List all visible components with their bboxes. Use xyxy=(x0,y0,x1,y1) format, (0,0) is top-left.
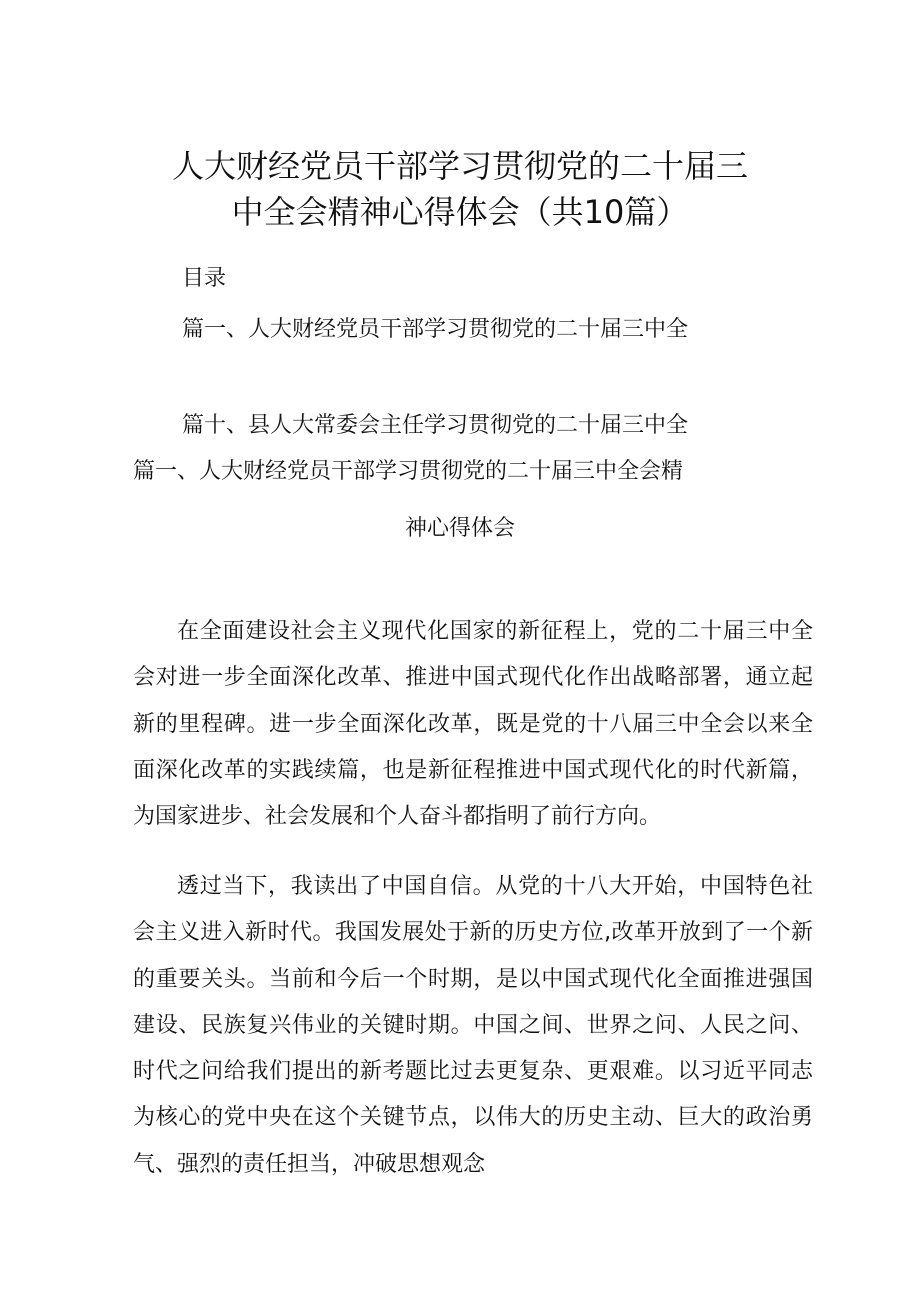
document-title-line-1: 人大财经党员干部学习贯彻党的二十届三 xyxy=(171,147,748,185)
body-paragraph-2: 透过当下，我读出了中国自信。从党的十八大开始，中国特色社会主义进入新时代。我国发展处于新的历史方位,改革开放到了一个新的重要关头。当前和今后一个时期，是以中国式现代化全面推进强国建设、民族复兴伟业的关键时期。中国之间、世界之问、人民之问、时代之问给我们提出的新考题比过去更复杂、更艰难。以习近平同志为核心的党中央在这个关键节点，以伟大的历史主动、巨大的政治勇气、强烈的责任担当，冲破思想观念 xyxy=(133,874,813,1177)
section-title-line-2: 神心得体会 xyxy=(404,516,515,541)
toc-item-1: 篇一、人大财经党员干部学习贯彻党的二十届三中全 xyxy=(182,317,689,342)
body-paragraph-1: 在全面建设社会主义现代化国家的新征程上，党的二十届三中全会对进一步全面深化改革、推进中国式现代化作出战略部署，通立起新的里程碑。进一步全面深化改革，既是党的十八届三中全会以来全面深化改革的实践续篇，也是新征程推进中国式现代化的时代新篇，为国家进步、社会发展和个人奋斗都指明了前行方向。 xyxy=(133,619,813,830)
toc-heading: 目录 xyxy=(182,266,227,291)
toc-item-10: 篇十、县人大常委会主任学习贯彻党的二十届三中全 xyxy=(182,413,689,438)
document-title-line-2: 中全会精神心得体会（共10篇） xyxy=(231,193,689,231)
section-title-line-1: 篇一、人大财经党员干部学习贯彻党的二十届三中全会精 xyxy=(133,459,684,484)
